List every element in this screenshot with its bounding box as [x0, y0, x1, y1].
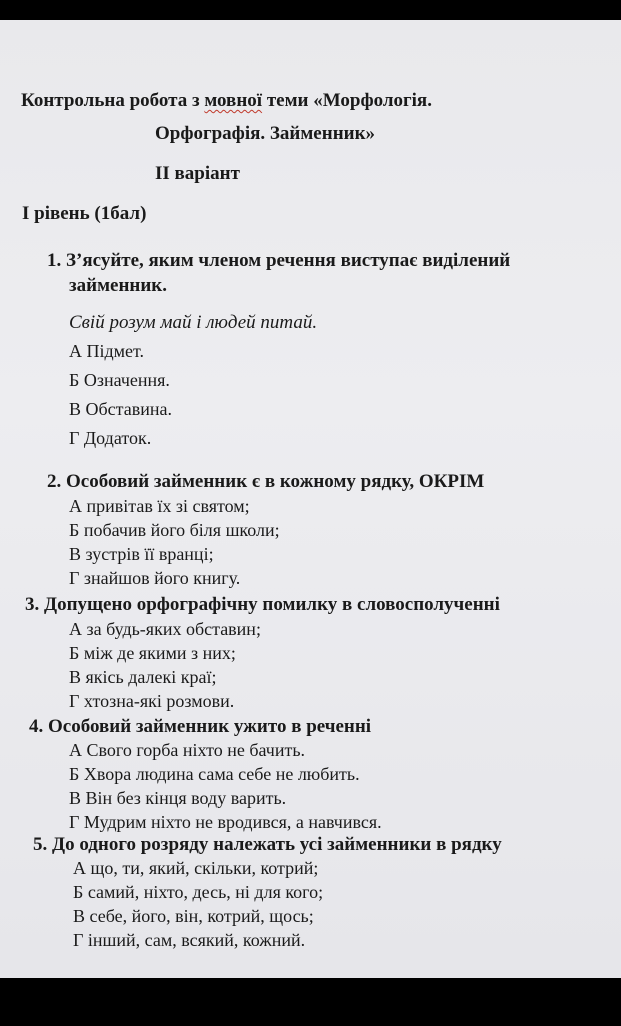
question-1: 1. З’ясуйте, яким членом речення виступає виділений [47, 250, 511, 271]
q1-option-c: В Обставина. [69, 399, 172, 419]
question-3: 3. Допущено орфографічну помилку в словосполученні [25, 594, 500, 615]
question-1-line-2: займенник. [69, 275, 167, 296]
q3-option-b: Б між де якими з них; [69, 643, 236, 663]
q1-option-d: Г Додаток. [69, 428, 152, 448]
q3-option-c: В якісь далекі краї; [69, 667, 217, 687]
q2-option-b: Б побачив його біля школи; [69, 520, 280, 540]
q5-option-c: В себе, його, він, котрий, щось; [73, 906, 314, 926]
question-1-example: Свій розум май і людей питай. [69, 312, 318, 333]
q2-option-a: А привітав їх зі святом; [69, 496, 250, 516]
q2-option-c: В зустрів її вранці; [69, 544, 214, 564]
question-2: 2. Особовий займенник є в кожному рядку, ОКРІМ [47, 471, 485, 492]
test-paper [0, 20, 621, 978]
q4-option-d: Г Мудрим ніхто не вродився, а навчився. [69, 812, 382, 832]
q1-option-b: Б Означення. [69, 370, 170, 390]
q4-option-c: В Він без кінця воду варить. [69, 788, 287, 808]
title-line-2: Орфографія. Займенник» [155, 123, 376, 144]
q5-option-a: А що, ти, який, скільки, котрий; [73, 858, 319, 878]
q4-option-a: А Свого горба ніхто не бачить. [69, 740, 306, 760]
q3-option-d: Г хтозна-які розмови. [69, 691, 235, 711]
variant-label: ІІ варіант [155, 163, 240, 184]
q5-option-b: Б самий, ніхто, десь, ні для кого; [73, 882, 324, 902]
spellcheck-underlined-word: мовної [204, 90, 263, 111]
q5-option-d: Г інший, сам, всякий, кожний. [73, 930, 306, 950]
level-label: І рівень (1бал) [22, 203, 147, 224]
question-5: 5. До одного розряду належать усі займенники в рядку [33, 834, 502, 855]
q2-option-d: Г знайшов його книгу. [69, 568, 241, 588]
q1-option-a: А Підмет. [69, 341, 145, 361]
q4-option-b: Б Хвора людина сама себе не любить. [69, 764, 360, 784]
question-4: 4. Особовий займенник ужито в реченні [29, 716, 372, 737]
q3-option-a: А за будь-яких обставин; [69, 619, 261, 639]
title-line-1: Контрольна робота з мовної теми «Морфологія. [21, 90, 432, 111]
